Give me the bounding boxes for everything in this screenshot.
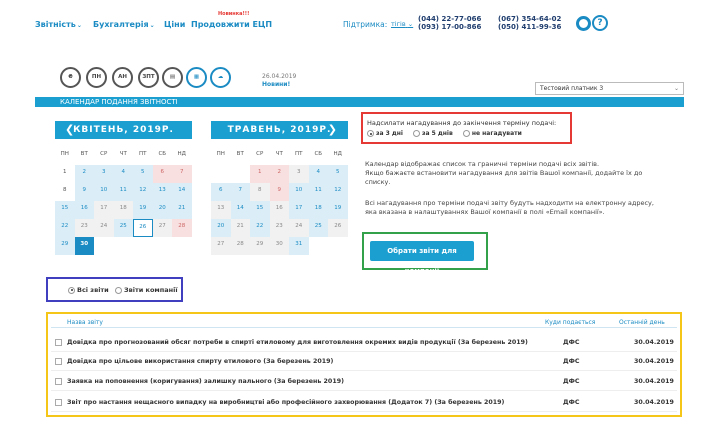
filter-all-label: Всі звіти [77,286,109,294]
chevron-down-icon: ⌄ [407,20,414,28]
weekday-label: НД [172,147,192,165]
report-deadline: 30.04.2019 [634,358,674,365]
calendar-day[interactable]: 25 [114,219,134,237]
table-row[interactable] [51,394,677,412]
calendar-day[interactable]: 23 [75,219,95,237]
support-label: Підтримка: [343,20,388,29]
cloud-icon[interactable]: ☁ [210,67,231,88]
calendar-day[interactable]: 2 [270,165,290,183]
action-highlight [362,232,488,275]
support-channel-link[interactable] [391,20,413,28]
chevron-down-icon: ⌄ [149,22,155,29]
calendar-empty [231,165,251,183]
calendar-day[interactable]: 3 [94,165,114,183]
top-navigation [0,0,710,38]
support-link-label: тігів [391,20,406,28]
month-title: КВІТЕНЬ, 2019Р. [73,125,174,135]
reminder-title: Надсилати нагадування до закінчення терміну подачі: [367,119,557,127]
calendar-day[interactable]: 13 [211,201,231,219]
calendar-day[interactable]: 6 [211,183,231,201]
calendar-day[interactable]: 29 [250,237,270,255]
calendar-day[interactable]: 6 [153,165,173,183]
table-row[interactable] [51,334,677,352]
phone-number: (044) 22-77-066 [418,15,482,23]
calendar-empty [94,237,114,255]
calendar-empty [328,237,348,255]
payer-select[interactable] [535,82,684,95]
calendar-day[interactable]: 25 [309,219,329,237]
radio-unchecked-icon[interactable] [413,130,420,137]
radio-checked-icon[interactable] [68,287,75,294]
phones-col-1 [418,15,481,31]
calendar-day[interactable]: 27 [211,237,231,255]
calendar-day[interactable]: 22 [55,219,75,237]
help-icon[interactable]: ? [592,15,608,31]
calendar-day[interactable]: 7 [172,165,192,183]
document-icon[interactable]: ▤ [162,67,183,88]
calendar-day[interactable]: 7 [231,183,251,201]
calendar-day[interactable]: 2 [75,165,95,183]
phones-col-2 [498,15,561,31]
calendar-day[interactable]: 21 [172,201,192,219]
calendar-day[interactable]: 10 [289,183,309,201]
nav-renew-ecp-label: Продовжити ЕЦП [191,20,273,29]
calendar-empty [133,237,153,255]
calendar-day[interactable]: 30 [270,237,290,255]
calendar-day[interactable]: 13 [153,183,173,201]
phone-number: (093) 17-00-866 [418,23,482,31]
choose-company-reports-button[interactable]: Обрати звіти для компанії [370,241,474,261]
weekday-label: ЧТ [270,147,290,165]
calendar-day[interactable]: 1 [55,165,75,183]
calendar-day[interactable]: 5 [328,165,348,183]
calendar-day[interactable]: 26 [328,219,348,237]
page-title: КАЛЕНДАР ПОДАННЯ ЗВІТНОСТІ [35,97,684,107]
weekday-label: НД [328,147,348,165]
weekday-label: ПТ [133,147,153,165]
calendar-day[interactable]: 12 [133,183,153,201]
row-checkbox[interactable] [55,399,62,406]
radio-unchecked-icon[interactable] [115,287,122,294]
calendar-april [55,121,192,255]
phone-number: (050) 411-99-36 [498,23,562,31]
row-checkbox[interactable] [55,378,62,385]
calendar-empty [211,165,231,183]
calendar-day[interactable]: 10 [94,183,114,201]
nav-prices-label: Ціни [164,20,186,29]
calendar-day[interactable]: 1 [250,165,270,183]
info-line: Календар відображає список та граничні терміни подачі всіх звітів. [365,160,600,168]
calendar-may [211,121,348,255]
calendar-day[interactable]: 16 [75,201,95,219]
calendar-empty [309,237,329,255]
filter-company-option[interactable] [115,286,178,294]
calendar-day-today[interactable]: 26 [133,219,153,237]
phone-number: (067) 354-64-02 [498,15,562,23]
calendar-day[interactable]: 27 [153,219,173,237]
table-row[interactable] [51,373,677,391]
weekday-label: СБ [309,147,329,165]
calendar-day[interactable]: 16 [270,201,290,219]
column-header-last-day: Останній день [619,319,665,326]
radio-checked-icon[interactable] [367,130,374,137]
info-line: списку. [365,178,391,186]
filter-company-label: Звіти компанії [124,286,178,294]
info-line: Всі нагадування про терміни подачі звіту будуть надходити на електронну адресу, [365,199,654,207]
calendar-day[interactable]: 18 [309,201,329,219]
weekday-label: ВТ [75,147,95,165]
weekday-label: ПТ [289,147,309,165]
ak-icon[interactable]: АН [112,67,133,88]
calendar-day[interactable]: 23 [270,219,290,237]
calendar-day[interactable]: 18 [114,201,134,219]
filter-all-option[interactable] [68,286,109,294]
chevron-down-icon: ⌄ [76,22,82,29]
calendar-day[interactable]: 8 [250,183,270,201]
calendar-grid [211,147,348,255]
reminder-option-label: за 5 днів [422,130,453,137]
column-header-where: Куди подається [545,319,596,326]
weekday-label: СБ [153,147,173,165]
report-name: Заявка на поповнення (коригування) залишку пального (За березень 2019) [67,378,344,385]
nav-reports-label: Звітність [35,20,76,29]
reminder-option-label: за 3 дні [376,130,403,137]
nav-accounting-label: Бухгалтерія [93,20,149,29]
table-row[interactable] [51,353,677,371]
calendar-info-paragraph [365,160,690,187]
calendar-day[interactable]: 15 [55,201,75,219]
calendar-day[interactable]: 21 [231,219,251,237]
nav-prices[interactable] [164,20,185,29]
calendar-day[interactable]: 24 [289,219,309,237]
reminder-options [367,130,566,137]
report-destination: ДФС [563,358,580,365]
report-filter [46,277,183,302]
new-badge: Новинка!!! [218,11,250,17]
calendar-day[interactable]: 9 [75,183,95,201]
weekday-label: ПН [55,147,75,165]
report-name: Довідка про прогнозований обсяг потреби в спирті етиловому для виготовлення окремих видів продукції (За березень 2019) [67,339,528,346]
info-line: Якщо бажаєте встановити нагадування для звітів Вашої компанії, додайте їх до [365,169,643,177]
pn-icon[interactable]: ПН [86,67,107,88]
calendar-day[interactable]: 20 [211,219,231,237]
reminder-option-3-days[interactable] [367,130,403,137]
nav-accounting[interactable] [93,20,155,29]
prev-month-icon[interactable]: ❮ [65,123,76,136]
report-destination: ДФС [563,378,580,385]
calendar-day[interactable]: 11 [309,183,329,201]
calendar-day-selected[interactable]: 30 [75,237,95,255]
news-date: 26.04.2019 [262,73,297,80]
next-month-icon[interactable]: ❯ [327,123,338,136]
reminder-option-5-days[interactable] [413,130,453,137]
zpt-icon[interactable]: ЗПТ [138,67,159,88]
reports-table [46,312,682,417]
info-line: яка вказана в налаштуваннях Вашої компанії в полі «Email компанії». [365,208,605,216]
weekday-label: ВТ [231,147,251,165]
calendar-day[interactable]: 8 [55,183,75,201]
email-info-paragraph [365,199,690,217]
calendar-day[interactable]: 24 [94,219,114,237]
row-checkbox[interactable] [55,358,62,365]
calendar-empty [172,237,192,255]
report-name: Звіт про настання нещасного випадку на виробництві або професійного захворювання (Додаток 7) (За березень 2019) [67,399,505,406]
calendar-empty [153,237,173,255]
news-link[interactable]: Новини! [262,81,291,88]
calendar-day[interactable]: 4 [114,165,134,183]
month-title: ТРАВЕНЬ, 2019Р. [227,125,332,135]
calendar-icon[interactable]: ▦ [186,67,207,88]
calendar-day[interactable]: 17 [289,201,309,219]
calendar-day[interactable]: 15 [250,201,270,219]
calendar-day[interactable]: 20 [153,201,173,219]
row-checkbox[interactable] [55,339,62,346]
calendar-day[interactable]: 11 [114,183,134,201]
weekday-label: СР [250,147,270,165]
calendar-day[interactable]: 14 [231,201,251,219]
payer-select-value: Тестовий платник 3 [540,85,604,92]
column-header-name: Назва звіту [67,319,103,326]
calendar-day[interactable]: 14 [172,183,192,201]
gear-icon[interactable] [576,16,591,31]
report-deadline: 30.04.2019 [634,378,674,385]
calendar-day[interactable]: 9 [270,183,290,201]
reminder-option-none[interactable] [463,130,522,137]
chevron-down-icon: ⌄ [673,85,679,92]
coin-icon[interactable]: ₴ [60,67,81,88]
reminder-option-label: не нагадувати [471,130,522,137]
radio-unchecked-icon[interactable] [463,130,470,137]
nav-reports[interactable] [35,20,82,29]
weekday-label: СР [94,147,114,165]
report-deadline: 30.04.2019 [634,339,674,346]
calendar-day[interactable]: 3 [289,165,309,183]
calendar-day[interactable]: 19 [328,201,348,219]
calendar-day[interactable]: 29 [55,237,75,255]
report-name: Довідка про цільове використання спирту етилового (За березень 2019) [67,358,334,365]
calendar-header [55,121,192,139]
calendar-empty [114,237,134,255]
calendar-day[interactable]: 5 [133,165,153,183]
header-divider [51,327,677,328]
calendar-day[interactable]: 31 [289,237,309,255]
calendar-day[interactable]: 19 [133,201,153,219]
calendar-day[interactable]: 28 [172,219,192,237]
calendar-day[interactable]: 4 [309,165,329,183]
nav-renew-ecp[interactable] [191,20,272,29]
report-deadline: 30.04.2019 [634,399,674,406]
calendar-day[interactable]: 17 [94,201,114,219]
reminder-settings [361,112,572,144]
calendar-grid [55,147,192,255]
calendar-day[interactable]: 28 [231,237,251,255]
report-destination: ДФС [563,339,580,346]
report-destination: ДФС [563,399,580,406]
calendar-header [211,121,348,139]
weekday-label: ЧТ [114,147,134,165]
calendar-day[interactable]: 12 [328,183,348,201]
calendar-day[interactable]: 22 [250,219,270,237]
weekday-label: ПН [211,147,231,165]
